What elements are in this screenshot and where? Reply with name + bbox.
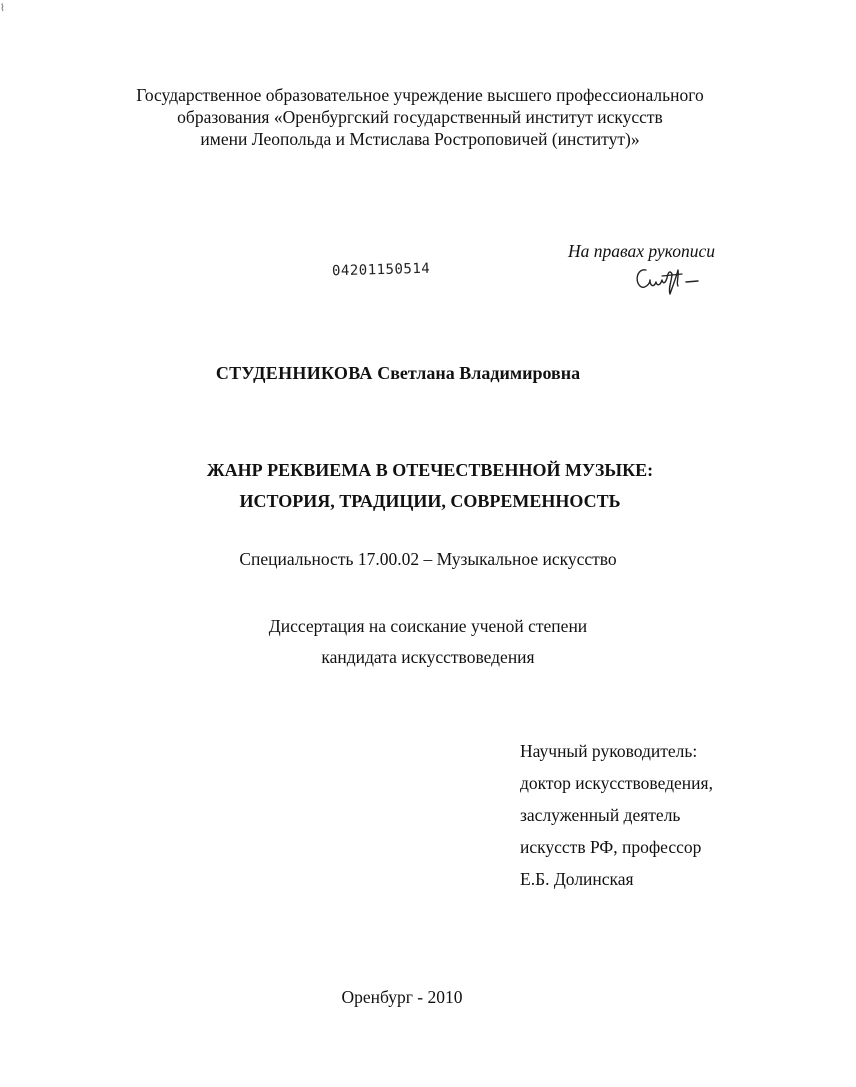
institution-header [60,84,780,150]
supervisor-line-2: доктор искусствоведения, [520,773,713,793]
specialty: Специальность 17.00.02 – Музыкальное искусство [239,549,617,569]
supervisor-line-1: Научный руководитель: [520,741,698,761]
institution-line-1: Государственное образовательное учреждение высшего профессионального [136,85,704,105]
degree-statement [0,611,856,673]
supervisor-line-5: Е.Б. Долинская [520,869,634,889]
title-line-1: ЖАНР РЕКВИЕМА В ОТЕЧЕСТВЕННОЙ МУЗЫКЕ: [206,460,654,480]
title-line-2: ИСТОРИЯ, ТРАДИЦИИ, СОВРЕМЕННОСТЬ [239,491,621,511]
author-given-names: Светлана Владимировна [377,363,581,383]
registry-number: 04201150514 [331,260,431,280]
author-surname: СТУДЕННИКОВА [215,363,373,383]
supervisor-block [520,735,713,895]
degree-line-2: кандидата искусствоведения [321,647,535,667]
supervisor-line-3: заслуженный деятель [520,805,681,825]
rights-note: На правах рукописи [568,241,715,261]
city-year: Оренбург - 2010 [341,987,463,1007]
author-name [0,363,796,384]
signature [632,262,712,298]
scan-edge-mark: ⌇ [0,3,5,14]
degree-line-1: Диссертация на соискание ученой степени [268,616,588,636]
supervisor-line-4: искусств РФ, профессор [520,837,702,857]
dissertation-title [190,455,670,517]
institution-line-2: образования «Оренбургский государственный институт искусств [177,107,663,127]
institution-line-3: имени Леопольда и Мстислава Ростроповичей (институт)» [200,129,640,149]
